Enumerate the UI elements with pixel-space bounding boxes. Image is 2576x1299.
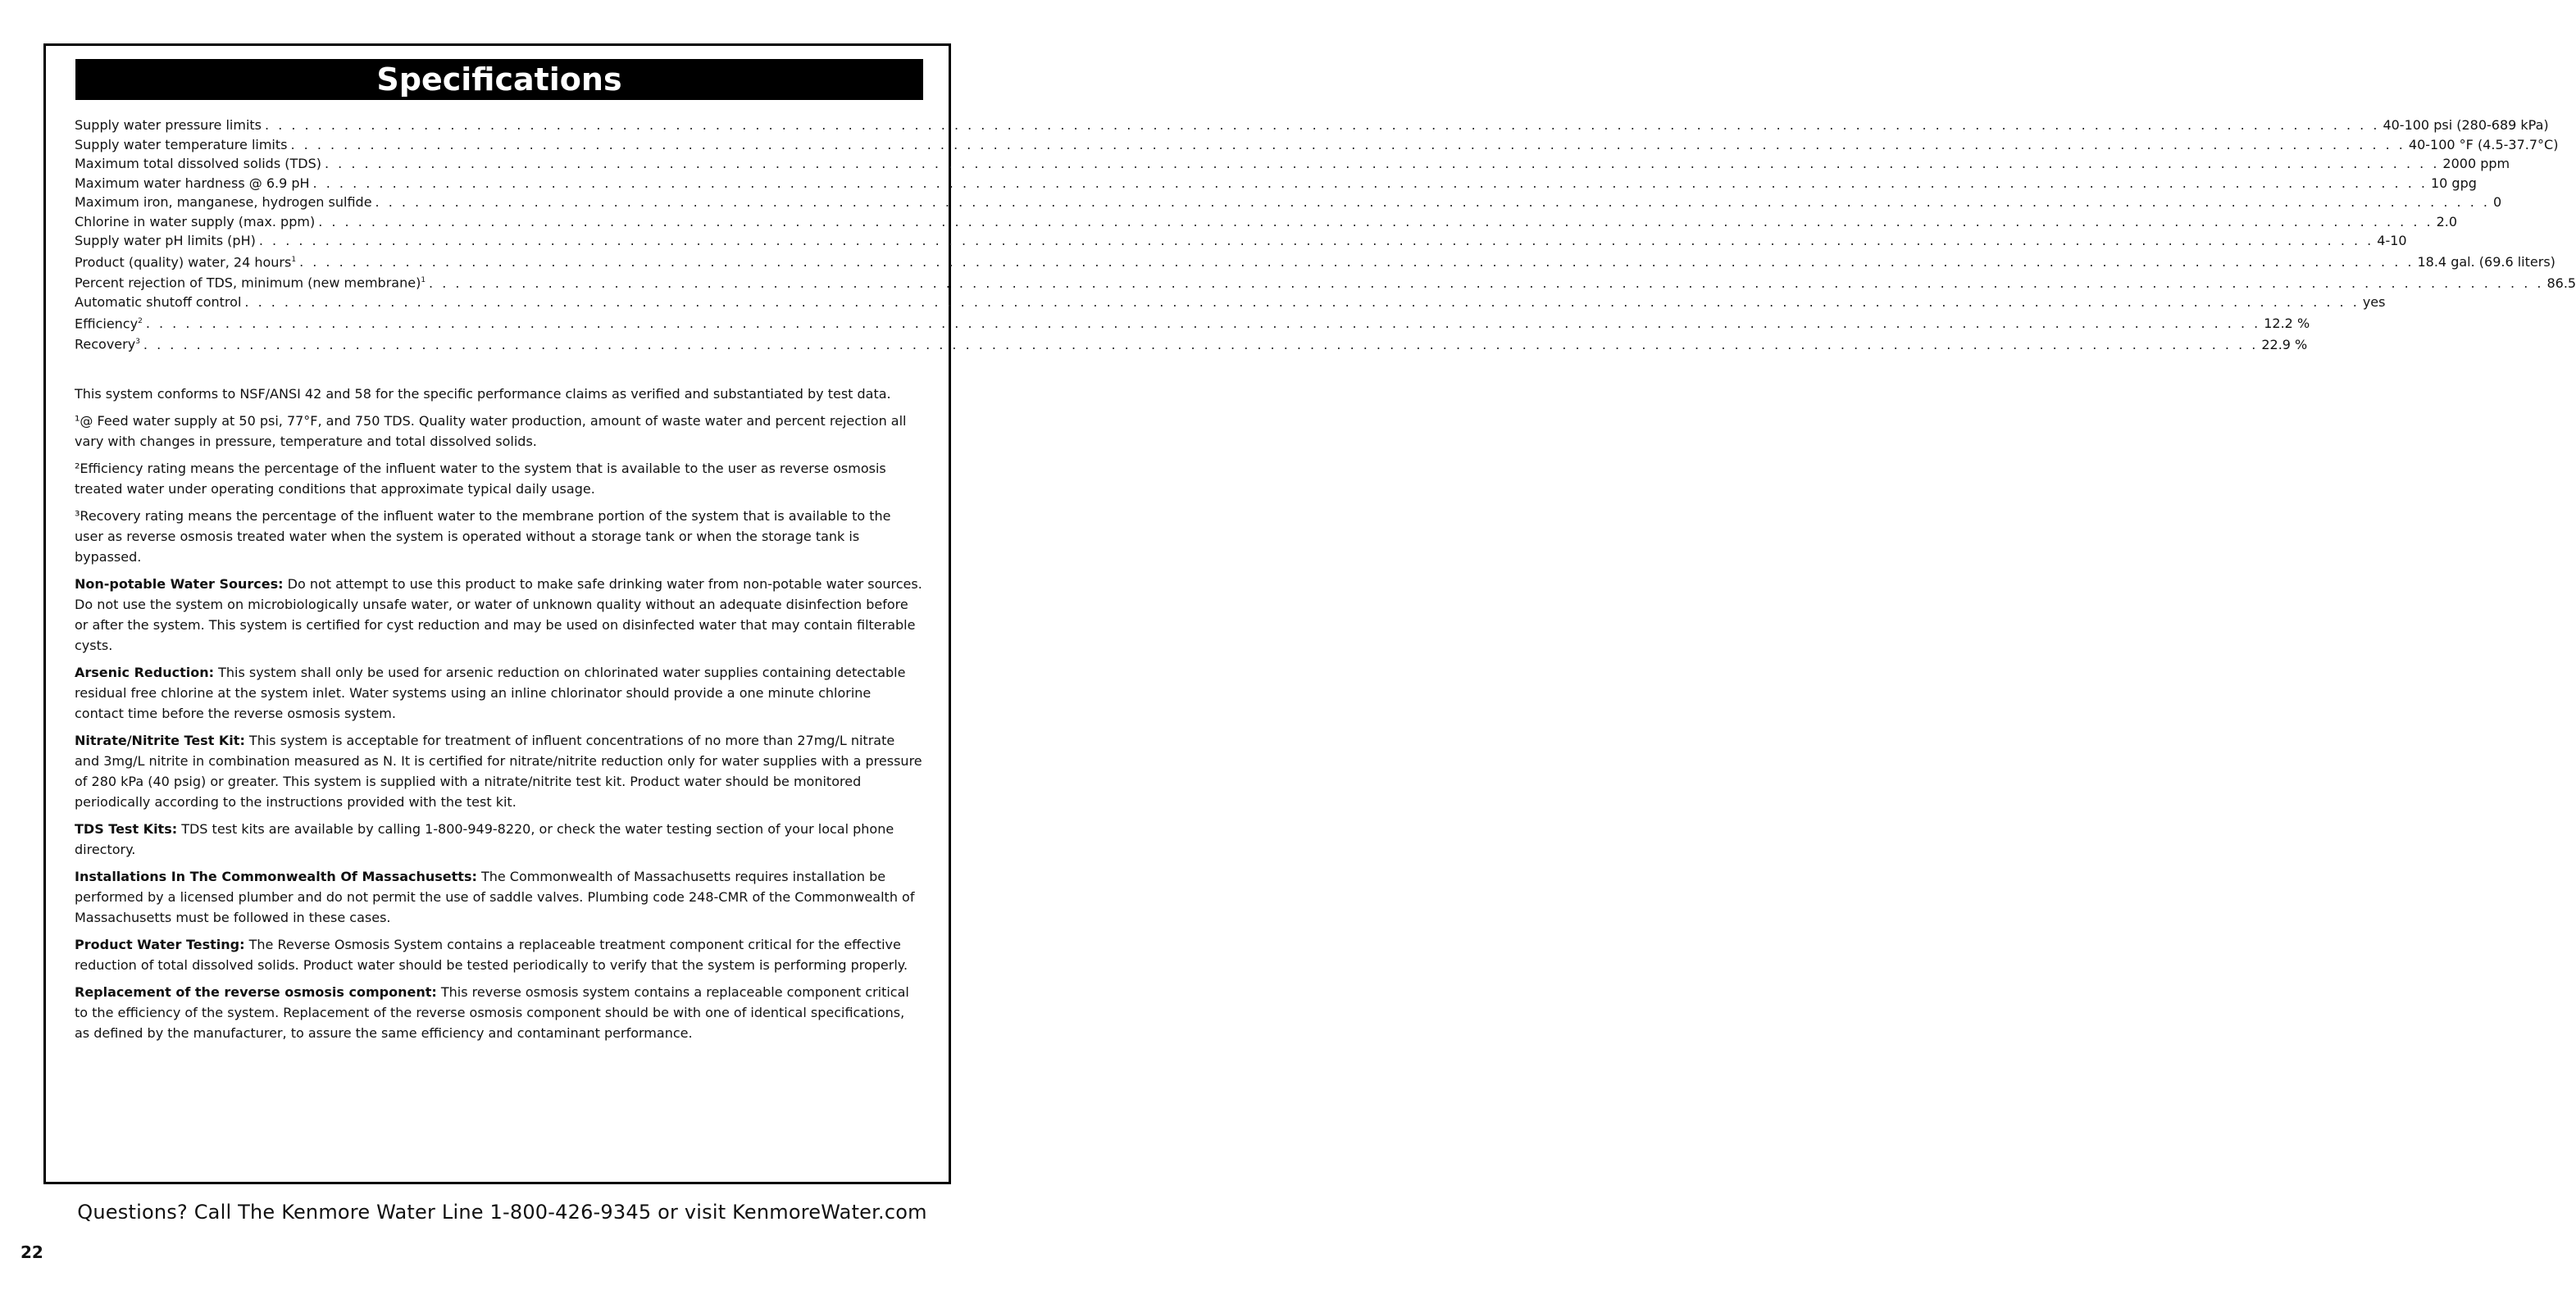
footnote-marker: 2 <box>138 316 143 325</box>
spec-label <box>75 271 429 293</box>
page-title: Specifications <box>75 59 923 100</box>
dot-leader: . . . . . . . . . . . . . . . . . . . . . . . . . . . . . . . . . . . . . . . . . . . . . . . . . . . . . . . . . . . . . . . . . . . . . . . . . . . . . . . . . . . . . . . . . . . . . . . . . . . . . . . . . . . . . . . . . . . . . . . . . . . . . . . . . . . . . . . . . . . . . . . . . . . . . . . . . . . . . . . . <box>429 275 2544 291</box>
spec-value: 40-100 psi (280-689 kPa) <box>2383 117 2549 133</box>
spec-value: 4-10 <box>2377 233 2407 248</box>
paragraph-heading: TDS Test Kits: <box>75 821 178 837</box>
spec-label <box>75 135 290 155</box>
paragraph-text: ²Efficiency rating means the percentage of the influent water to the system that is available to the user as reverse osmosis treated water under operating conditions that approximate typical daily usage. <box>75 461 886 497</box>
spec-label <box>75 212 318 232</box>
footnote-marker: 3 <box>135 338 140 347</box>
spec-label-text: Supply water pressure limits <box>75 117 262 133</box>
footer-contact-line: Questions? Call The Kenmore Water Line 1-800-426-9345 or visit KenmoreWater.com <box>77 1201 927 1224</box>
paragraph-heading: Replacement of the reverse osmosis component: <box>75 984 437 1000</box>
dot-leader: . . . . . . . . . . . . . . . . . . . . . . . . . . . . . . . . . . . . . . . . . . . . . . . . . . . . . . . . . . . . . . . . . . . . . . . . . . . . . . . . . . . . . . . . . . . . . . . . . . . . . . . . . . . . . . . . . . . . . . . . . . . . . . . . . . . . . . . . . . . . . . . . . . . . . . . . . . . . . . . . <box>143 336 2259 352</box>
paragraph <box>75 982 923 1043</box>
paragraph-heading: Nitrate/Nitrite Test Kit: <box>75 733 245 748</box>
paragraph-text: ³Recovery rating means the percentage of the influent water to the membrane portion of the system that is available to the user as reverse osmosis treated water when the system is operated without a storage tank or when the storage tank is bypassed. <box>75 508 891 565</box>
spec-value: 86.5 <box>2546 275 2576 291</box>
spec-label <box>75 231 259 251</box>
paragraph-text: ¹@ Feed water supply at 50 psi, 77°F, and 750 TDS. Quality water production, amount of waste water and percent rejection all vary with changes in pressure, temperature and total dissolved solids. <box>75 413 907 449</box>
spec-label-text: Maximum total dissolved solids (TDS) <box>75 156 321 171</box>
paragraph-heading: Arsenic Reduction: <box>75 665 214 680</box>
paragraph-text: This reverse osmosis system contains a replaceable component critical to the efficiency of the system. Replacement of the reverse osmosis component should be with one of identical specifications, as defined by the manufacturer, to assure the same efficiency and contaminant performance. <box>75 984 909 1041</box>
dot-leader: . . . . . . . . . . . . . . . . . . . . . . . . . . . . . . . . . . . . . . . . . . . . . . . . . . . . . . . . . . . . . . . . . . . . . . . . . . . . . . . . . . . . . . . . . . . . . . . . . . . . . . . . . . . . . . . . . . . . . . . . . . . . . . . . . . . . . . . . . . . . . . . . . . . . . . . . . . . . . . . . <box>312 175 2428 191</box>
spec-row <box>75 135 2559 155</box>
spec-row <box>75 312 2310 334</box>
paragraph-heading: Installations In The Commonwealth Of Massachusetts: <box>75 869 477 884</box>
spec-label-text: Supply water pH limits (pH) <box>75 233 256 248</box>
paragraph <box>75 411 923 452</box>
spec-row <box>75 293 2386 312</box>
spec-label-text: Product (quality) water, 24 hours <box>75 253 292 270</box>
spec-label-text: Percent rejection of TDS, minimum (new membrane) <box>75 275 421 291</box>
paragraph <box>75 730 923 812</box>
paragraph-text: The Commonwealth of Massachusetts requires installation be performed by a licensed plumber and do not permit the use of saddle valves. Plumbing code 248-CMR of the Commonwealth of Massachusetts must be followed in these cases. <box>75 869 915 925</box>
spec-row <box>75 154 2510 174</box>
spec-label <box>75 333 143 354</box>
spec-value: 22.9 % <box>2261 336 2308 352</box>
spec-label <box>75 174 313 193</box>
paragraph-heading: Non-potable Water Sources: <box>75 576 284 592</box>
spec-value: 12.2 % <box>2264 315 2310 331</box>
dot-leader: . . . . . . . . . . . . . . . . . . . . . . . . . . . . . . . . . . . . . . . . . . . . . . . . . . . . . . . . . . . . . . . . . . . . . . . . . . . . . . . . . . . . . . . . . . . . . . . . . . . . . . . . . . . . . . . . . . . . . . . . . . . . . . . . . . . . . . . . . . . . . . . . . . . . . . . . . . . . . . . . <box>244 294 2360 311</box>
spec-label <box>75 193 375 212</box>
paragraph-text: Do not attempt to use this product to make safe drinking water from non-potable water sources. Do not use the system on microbiologically unsafe water, or water of unknown quality without an adequate disinfection before or after the system. This system is certified for cyst reduction and may be used on disinfected water that may contain filterable cysts. <box>75 576 922 653</box>
spec-value: yes <box>2362 294 2386 311</box>
page-number: 22 <box>20 1242 43 1262</box>
spec-value: 40-100 °F (4.5-37.7°C) <box>2408 136 2559 152</box>
paragraph-text: This system is acceptable for treatment of influent concentrations of no more than 27mg/L nitrate and 3mg/L nitrite in combination measured as N. It is certified for nitrate/nitrite reduction only for water supplies with a pressure of 280 kPa (40 psig) or greater. This system is supplied with a nitrate/nitrite test kit. Product water should be monitored periodically according to the instructions provided with the test kit. <box>75 733 922 810</box>
paragraph <box>75 574 923 656</box>
spec-value: 0 <box>2492 194 2502 210</box>
dot-leader: . . . . . . . . . . . . . . . . . . . . . . . . . . . . . . . . . . . . . . . . . . . . . . . . . . . . . . . . . . . . . . . . . . . . . . . . . . . . . . . . . . . . . . . . . . . . . . . . . . . . . . . . . . . . . . . . . . . . . . . . . . . . . . . . . . . . . . . . . . . . . . . . . . . . . . . . . . . . . . . . <box>324 156 2440 171</box>
specs-list <box>75 116 2576 354</box>
paragraph <box>75 384 923 404</box>
spec-value: 2.0 <box>2436 213 2458 229</box>
spec-row <box>75 174 2477 193</box>
paragraph-text: The Reverse Osmosis System contains a replaceable treatment component critical for the effective reduction of total dissolved solids. Product water should be tested periodically to verify that the system is performing properly. <box>75 937 908 973</box>
dot-leader: . . . . . . . . . . . . . . . . . . . . . . . . . . . . . . . . . . . . . . . . . . . . . . . . . . . . . . . . . . . . . . . . . . . . . . . . . . . . . . . . . . . . . . . . . . . . . . . . . . . . . . . . . . . . . . . . . . . . . . . . . . . . . . . . . . . . . . . . . . . . . . . . . . . . . . . . . . . . . . . . <box>299 253 2414 270</box>
spec-label <box>75 116 265 135</box>
spec-row <box>75 212 2458 232</box>
spec-value: 2000 ppm <box>2442 156 2510 171</box>
paragraph <box>75 819 923 860</box>
spec-label <box>75 312 146 334</box>
spec-value: 10 gpg <box>2430 175 2477 191</box>
paragraph-text: This system shall only be used for arsenic reduction on chlorinated water supplies containing detectable residual free chlorine at the system inlet. Water systems using an inline chlorinator should provide a one minute chlorine contact time before the reverse osmosis system. <box>75 665 906 721</box>
dot-leader: . . . . . . . . . . . . . . . . . . . . . . . . . . . . . . . . . . . . . . . . . . . . . . . . . . . . . . . . . . . . . . . . . . . . . . . . . . . . . . . . . . . . . . . . . . . . . . . . . . . . . . . . . . . . . . . . . . . . . . . . . . . . . . . . . . . . . . . . . . . . . . . . . . . . . . . . . . . . . . . . <box>290 136 2405 152</box>
dot-leader: . . . . . . . . . . . . . . . . . . . . . . . . . . . . . . . . . . . . . . . . . . . . . . . . . . . . . . . . . . . . . . . . . . . . . . . . . . . . . . . . . . . . . . . . . . . . . . . . . . . . . . . . . . . . . . . . . . . . . . . . . . . . . . . . . . . . . . . . . . . . . . . . . . . . . . . . . . . . . . . . <box>375 194 2490 210</box>
spec-value: 18.4 gal. (69.6 liters) <box>2417 253 2556 270</box>
spec-label-text: Efficiency <box>75 315 139 331</box>
spec-label <box>75 293 244 312</box>
spec-row <box>75 193 2502 212</box>
paragraph <box>75 934 923 975</box>
spec-label-text: Maximum water hardness @ 6.9 pH <box>75 175 310 191</box>
spec-label-text: Automatic shutoff control <box>75 294 242 311</box>
specifications-frame <box>43 43 2576 1184</box>
dot-leader: . . . . . . . . . . . . . . . . . . . . . . . . . . . . . . . . . . . . . . . . . . . . . . . . . . . . . . . . . . . . . . . . . . . . . . . . . . . . . . . . . . . . . . . . . . . . . . . . . . . . . . . . . . . . . . . . . . . . . . . . . . . . . . . . . . . . . . . . . . . . . . . . . . . . . . . . . . . . . . . . <box>318 213 2433 229</box>
paragraph-text: TDS test kits are available by calling 1-800-949-8220, or check the water testing section of your local phone directory. <box>75 821 894 857</box>
paragraph <box>75 506 923 567</box>
paragraph <box>75 866 923 928</box>
spec-label <box>75 154 325 174</box>
spec-row <box>75 251 2556 272</box>
body-text <box>75 384 923 1050</box>
spec-label-text: Maximum iron, manganese, hydrogen sulfide <box>75 194 372 210</box>
spec-label-text: Recovery <box>75 336 136 352</box>
spec-label-text: Chlorine in water supply (max. ppm) <box>75 213 316 229</box>
spec-row <box>75 271 2576 293</box>
paragraph-heading: Product Water Testing: <box>75 937 245 952</box>
footnote-marker: 1 <box>291 255 297 264</box>
dot-leader: . . . . . . . . . . . . . . . . . . . . . . . . . . . . . . . . . . . . . . . . . . . . . . . . . . . . . . . . . . . . . . . . . . . . . . . . . . . . . . . . . . . . . . . . . . . . . . . . . . . . . . . . . . . . . . . . . . . . . . . . . . . . . . . . . . . . . . . . . . . . . . . . . . . . . . . . . . . . . . . . <box>145 315 2261 331</box>
paragraph <box>75 458 923 499</box>
spec-label <box>75 251 299 272</box>
spec-label-text: Supply water temperature limits <box>75 136 288 152</box>
paragraph-text: This system conforms to NSF/ANSI 42 and 58 for the specific performance claims as verified and substantiated by test data. <box>75 386 891 402</box>
spec-row <box>75 333 2308 354</box>
footnote-marker: 1 <box>421 276 426 285</box>
spec-row <box>75 231 2407 251</box>
dot-leader: . . . . . . . . . . . . . . . . . . . . . . . . . . . . . . . . . . . . . . . . . . . . . . . . . . . . . . . . . . . . . . . . . . . . . . . . . . . . . . . . . . . . . . . . . . . . . . . . . . . . . . . . . . . . . . . . . . . . . . . . . . . . . . . . . . . . . . . . . . . . . . . . . . . . . . . . . . . . . . . . <box>258 233 2374 248</box>
paragraph <box>75 662 923 724</box>
spec-row <box>75 116 2549 135</box>
dot-leader: . . . . . . . . . . . . . . . . . . . . . . . . . . . . . . . . . . . . . . . . . . . . . . . . . . . . . . . . . . . . . . . . . . . . . . . . . . . . . . . . . . . . . . . . . . . . . . . . . . . . . . . . . . . . . . . . . . . . . . . . . . . . . . . . . . . . . . . . . . . . . . . . . . . . . . . . . . . . . . . . <box>265 117 2380 133</box>
